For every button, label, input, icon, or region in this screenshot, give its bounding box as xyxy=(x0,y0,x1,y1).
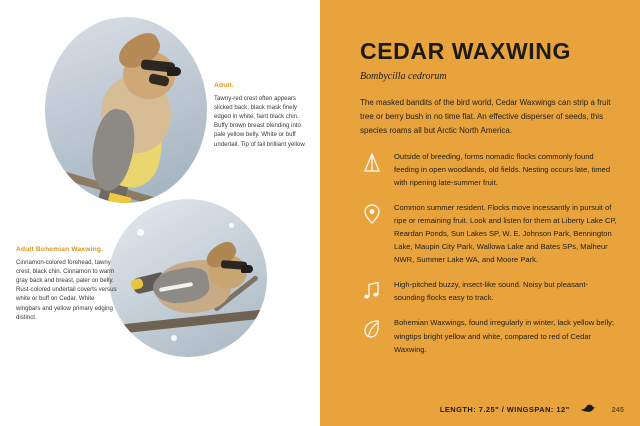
fact-sound xyxy=(360,278,618,304)
snow-fleck xyxy=(229,223,234,228)
page-footer xyxy=(320,392,640,426)
fact-habitat xyxy=(360,150,618,189)
snow-fleck xyxy=(137,229,144,236)
caption-body: Cinnamon-colored forehead, tawny crest, black chin. Cinnamon to warm gray back and breast, paler on belly. Rust-colored undertail coverts versus white or buff on Cedar. White wingbars and yellow primary edging distinct. xyxy=(16,258,117,321)
fact-list xyxy=(360,150,618,356)
fact-text: Outside of breeding, forms nomadic flocks commonly found feeding in open woodlands, old fields. Nesting occurs late, timed with ripening late-summer fruit. xyxy=(394,152,611,188)
fact-similar-species xyxy=(360,316,618,355)
species-intro-text: The masked bandits of the bird world, Cedar Waxwings can strip a fruit tree or berry bush in no time flat. An effective disperser of seeds, this species roams all but Arctic North America. xyxy=(360,98,611,135)
fact-text: Common summer resident. Flocks move incessantly in pursuit of ripe or remaining fruit. Look and listen for them at Liberty Lake CP, Reardan Ponds, Sun Lakes SP, W. E. Johnson Park, Bennington Lake, Maupin City Park, Wallowa Lake and Bates SPs, Malheur NWR, Summer Lake WA, and Moore Park. xyxy=(394,203,617,265)
map-pin-icon xyxy=(360,202,384,226)
caption-title: Adult. xyxy=(214,82,234,89)
caption-body: Tawny-red crest often appears slicked back; black mask finely edged in white, faint black chin. Buffy brown breast blending into pale yellow belly. White or buff undertail. Tip of tail brilliant yellow. xyxy=(214,94,307,148)
caption-adult xyxy=(214,82,310,149)
bird-beak xyxy=(241,265,253,273)
snow-fleck xyxy=(171,335,177,341)
leaf-icon xyxy=(360,317,384,341)
species-common-name: CEDAR WAXWING xyxy=(360,38,571,64)
cedar-waxwing-adult-photo xyxy=(42,14,210,206)
music-note-icon xyxy=(360,279,384,303)
fact-text: High-pitched buzzy, insect-like sound. Noisy but pleasant-sounding flocks easy to track. xyxy=(394,280,589,303)
fact-text: Bohemian Waxwings, found irregularly in winter, lack yellow belly; wingtips bright yellow and white, compared to red of Cedar Waxwing. xyxy=(394,318,615,354)
species-info-panel xyxy=(320,0,640,426)
size-stats: LENGTH: 7.25" / WINGSPAN: 12" xyxy=(439,404,570,414)
caption-bohemian-waxwing xyxy=(16,246,120,322)
page-number: 245 xyxy=(611,404,624,414)
bird-beak xyxy=(167,67,181,76)
bohemian-waxwing-photo xyxy=(106,196,270,360)
species-scientific-name: Bombycilla cedrorum xyxy=(360,71,447,82)
conifer-tree-icon xyxy=(360,151,384,175)
fact-locations xyxy=(360,201,618,266)
flying-bird-icon xyxy=(580,400,596,418)
caption-title: Adult Bohemian Waxwing. xyxy=(16,246,104,253)
